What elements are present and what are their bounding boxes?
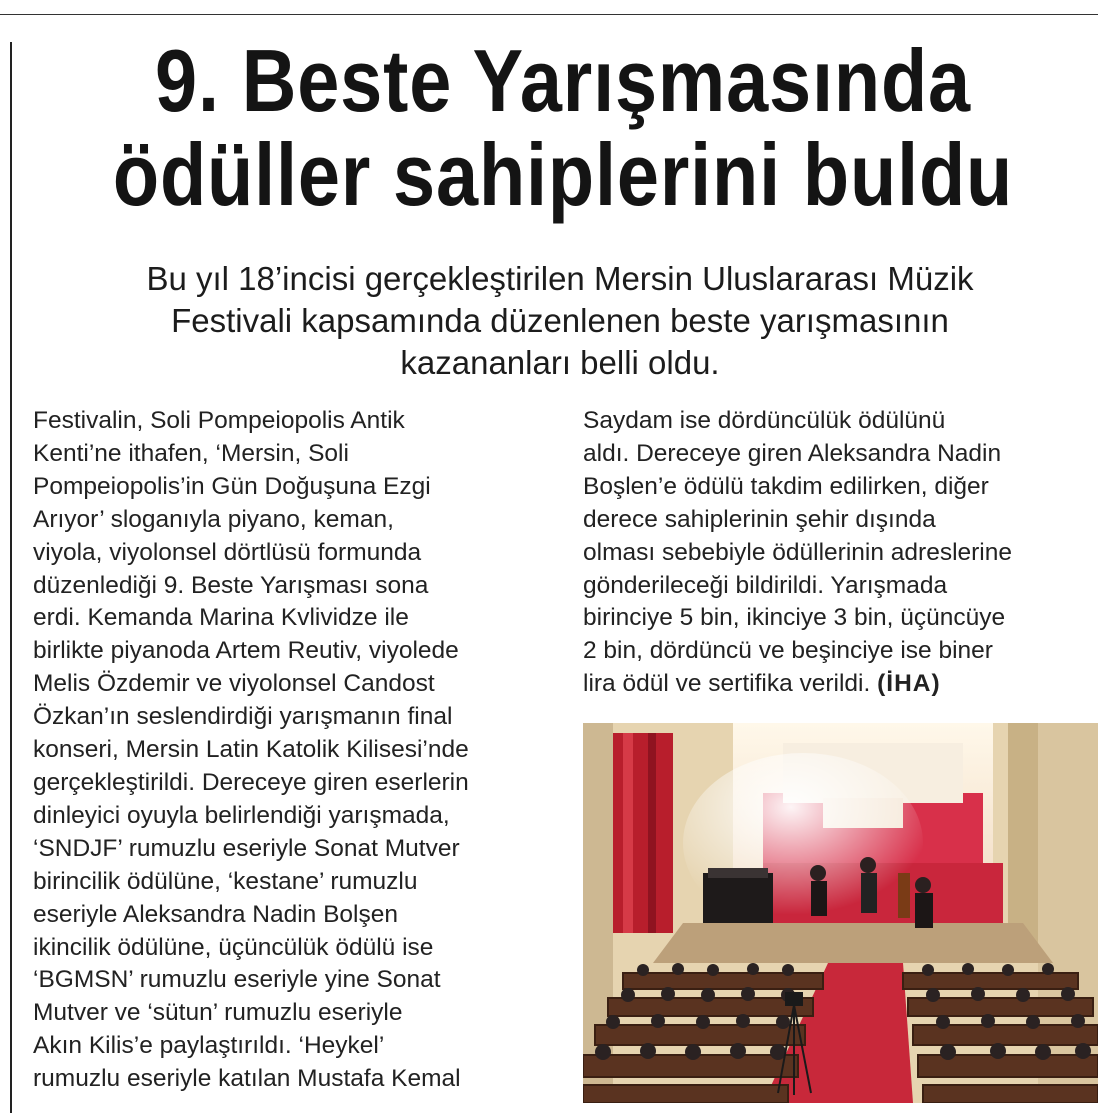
body-line: konseri, Mersin Latin Katolik Kilisesi’nde <box>33 736 469 764</box>
deck-line: kazananları belli oldu. <box>400 344 720 381</box>
body-line: Özkan’ın seslendirdiği yarışmanın final <box>33 703 453 731</box>
deck-line: Festivali kapsamında düzenlenen beste yarışmasının <box>171 302 949 339</box>
agency-credit: (İHA) <box>877 670 941 698</box>
headline-line: 9. Beste Yarışmasında <box>154 31 971 130</box>
body-line: birlikte piyanoda Artem Reutiv, viyolede <box>33 637 459 665</box>
body-line: olması sebebiyle ödüllerinin adreslerine <box>583 538 1012 566</box>
body-line: rumuzlu eseriyle katılan Mustafa Kemal <box>33 1065 461 1093</box>
body-line: Akın Kilis’e paylaştırıldı. ‘Heykel’ <box>33 1032 385 1060</box>
body-line: Boşlen’e ödülü takdim edilirken, diğer <box>583 472 989 500</box>
body-column-right <box>583 405 1098 701</box>
body-line: erdi. Kemanda Marina Kvlividze ile <box>33 604 409 632</box>
concert-photo-illustration <box>583 723 1098 1103</box>
body-line: eseriyle Aleksandra Nadin Bolşen <box>33 900 398 928</box>
column-rule <box>10 42 12 1113</box>
body-line: Festivalin, Soli Pompeiopolis Antik <box>33 407 405 434</box>
body-line: viyola, viyolonsel dörtlüsü formunda <box>33 538 422 566</box>
body-line: birincilik ödülüne, ‘kestane’ rumuzlu <box>33 867 418 895</box>
body-line: Arıyor’ sloganıyla piyano, keman, <box>33 505 394 533</box>
body-line: birinciye 5 bin, ikinciye 3 bin, üçüncüye <box>583 604 1006 632</box>
headline-line: ödüller sahiplerini buldu <box>112 125 1014 224</box>
body-line: gerçekleştirildi. Dereceye giren eserlerin <box>33 768 469 796</box>
concert-hall-photo <box>583 723 1098 1103</box>
body-line: gönderileceği bildirildi. Yarışmada <box>583 571 948 599</box>
body-line: Pompeiopolis’in Gün Doğuşuna Ezgi <box>33 472 431 500</box>
body-line: Melis Özdemir ve viyolonsel Candost <box>33 670 435 698</box>
body-line: 2 bin, dördüncü ve beşinciye ise biner <box>583 637 993 665</box>
top-rule <box>0 14 1098 15</box>
body-line: Mutver ve ‘sütun’ rumuzlu eseriyle <box>33 999 403 1027</box>
body-line: derece sahiplerinin şehir dışında <box>583 505 936 533</box>
body-line-text: lira ödül ve sertifika verildi. <box>583 670 871 698</box>
body-line: dinleyici oyuyla belirlendiği yarışmada, <box>33 801 450 829</box>
body-line <box>583 668 1098 701</box>
body-line: aldı. Dereceye giren Aleksandra Nadin <box>583 439 1002 467</box>
body-line: Kenti’ne ithafen, ‘Mersin, Soli <box>33 439 349 467</box>
body-line: ‘SNDJF’ rumuzlu eseriyle Sonat Mutver <box>33 834 460 862</box>
body-line: düzenlediği 9. Beste Yarışması sona <box>33 571 429 599</box>
body-column-left <box>33 405 563 1096</box>
deck <box>20 258 1100 384</box>
body-line: Saydam ise dördüncülük ödülünü <box>583 407 946 434</box>
headline <box>96 31 1030 224</box>
body-line: ikincilik ödülüne, üçüncülük ödülü ise <box>33 933 434 961</box>
deck-line: Bu yıl 18’incisi gerçekleştirilen Mersin Uluslararası Müzik <box>146 260 974 297</box>
body-line: ‘BGMSN’ rumuzlu eseriyle yine Sonat <box>33 966 441 994</box>
